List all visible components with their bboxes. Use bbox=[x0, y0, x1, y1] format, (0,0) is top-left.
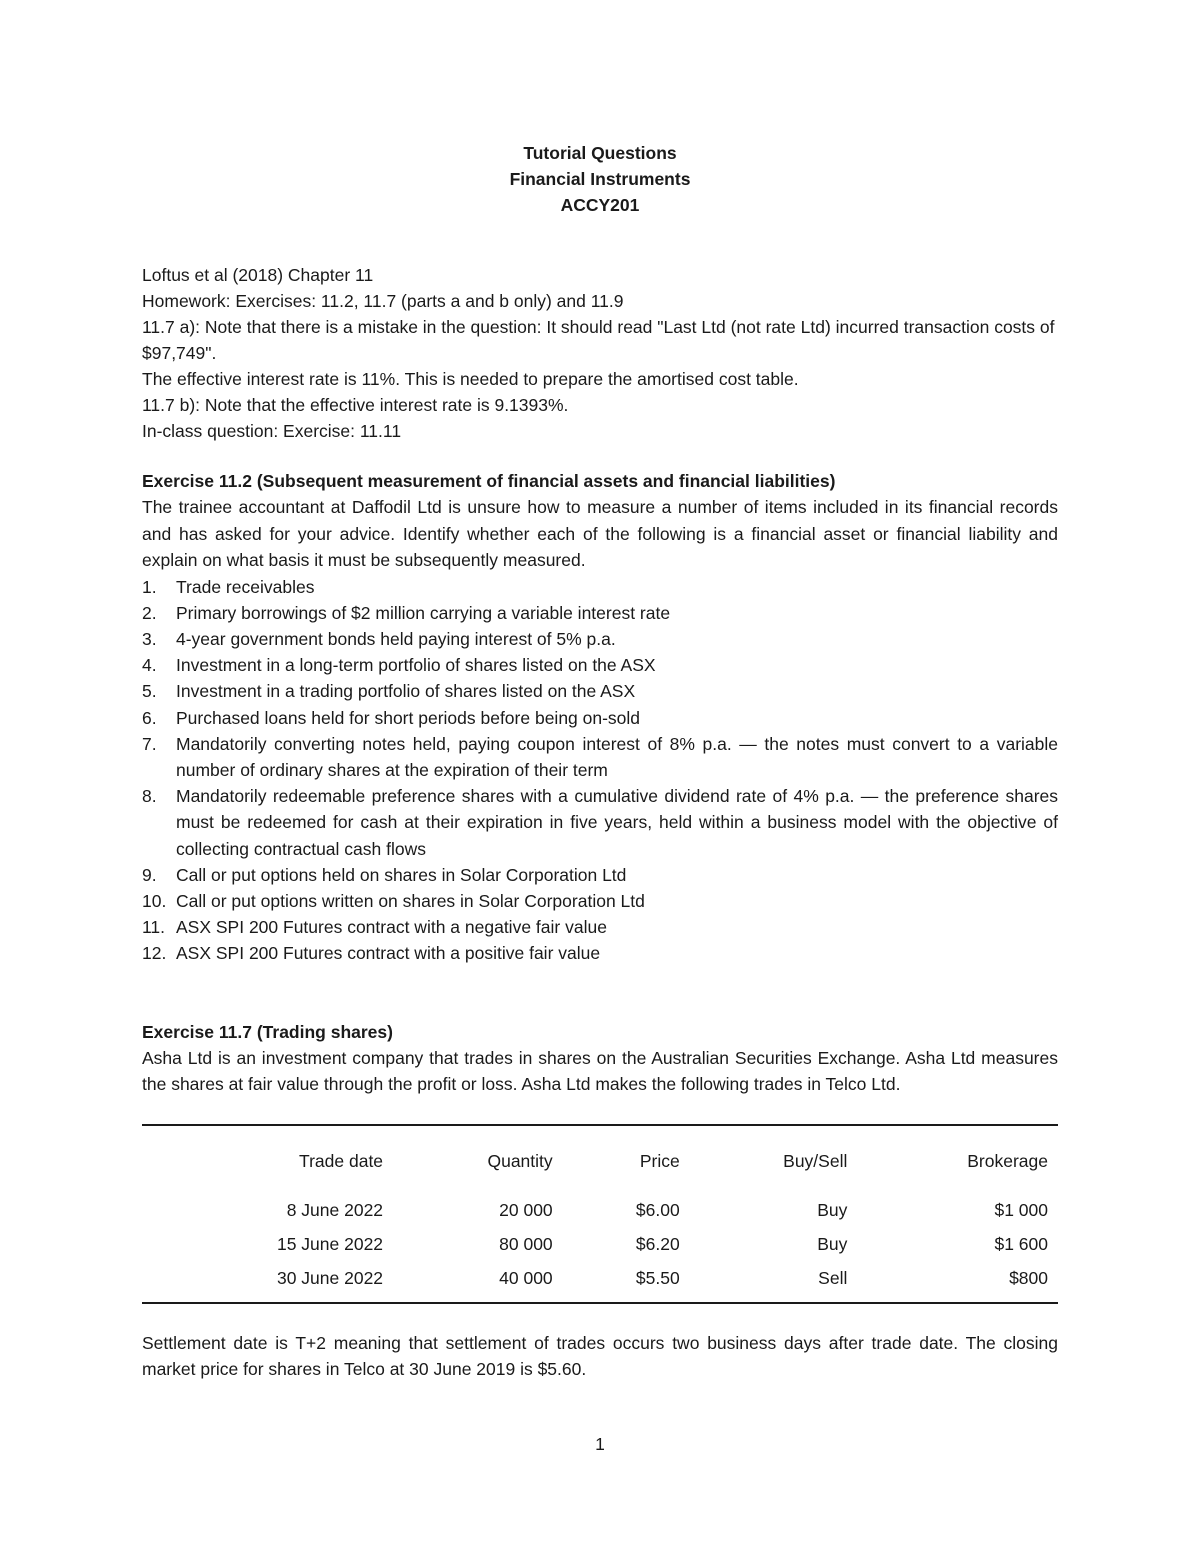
item-text: Trade receivables bbox=[176, 576, 315, 597]
section-spacer bbox=[142, 967, 1058, 1019]
item-text: Investment in a trading portfolio of shares listed on the ASX bbox=[176, 681, 636, 702]
item-list bbox=[142, 574, 1058, 967]
table-cell: $1 000 bbox=[994, 1200, 1048, 1221]
intro-line: Loftus et al (2018) Chapter 11 bbox=[142, 265, 374, 285]
exercise-body: Asha Ltd is an investment company that trades in shares on the Australian Securities Exchange. Asha Ltd measures the shares at fair value through the profit or loss. Asha Ltd makes the following trades in Telco Ltd. bbox=[142, 1047, 1058, 1095]
table-cell: $1 600 bbox=[994, 1234, 1048, 1255]
column-header-price: Price bbox=[639, 1151, 680, 1172]
list-item bbox=[142, 574, 1058, 600]
item-number: 11. bbox=[142, 917, 166, 938]
page-number: 1 bbox=[595, 1434, 605, 1454]
table-row bbox=[142, 1262, 1058, 1303]
table-cell: $800 bbox=[1009, 1268, 1048, 1289]
title-block bbox=[142, 140, 1058, 218]
intro-line: The effective interest rate is 11%. This is needed to prepare the amortised cost table. bbox=[142, 369, 799, 389]
document-subtitle: Financial Instruments bbox=[509, 169, 691, 189]
item-text: Call or put options written on shares in Solar Corporation Ltd bbox=[176, 890, 645, 911]
item-number: 9. bbox=[142, 864, 157, 885]
list-item bbox=[142, 940, 1058, 966]
intro-line: Homework: Exercises: 11.2, 11.7 (parts a and b only) and 11.9 bbox=[142, 291, 624, 311]
item-text: Primary borrowings of $2 million carrying a variable interest rate bbox=[176, 602, 671, 623]
settlement-note: Settlement date is T+2 meaning that settlement of trades occurs two business days after trade date. The closing market price for shares in Telco at 30 June 2019 is $5.60. bbox=[142, 1332, 1058, 1380]
trades-table bbox=[142, 1124, 1058, 1304]
table-row bbox=[142, 1228, 1058, 1262]
item-text: ASX SPI 200 Futures contract with a negative fair value bbox=[176, 917, 607, 938]
table-cell: Sell bbox=[818, 1268, 848, 1289]
table-cell: $6.00 bbox=[635, 1200, 680, 1221]
course-code: ACCY201 bbox=[560, 195, 640, 215]
column-header-quantity: Quantity bbox=[487, 1151, 553, 1172]
list-item bbox=[142, 626, 1058, 652]
item-text: Call or put options held on shares in Solar Corporation Ltd bbox=[176, 864, 627, 885]
item-number: 2. bbox=[142, 602, 157, 623]
table-cell: 20 000 bbox=[499, 1200, 553, 1221]
item-number: 5. bbox=[142, 681, 157, 702]
intro-line: 11.7 a): Note that there is a mistake in the question: It should read "Last Ltd (not rate Ltd) incurred transaction costs of $97,749". bbox=[142, 317, 1055, 363]
table-cell: Buy bbox=[817, 1234, 848, 1255]
list-item bbox=[142, 783, 1058, 862]
table-cell: 30 June 2022 bbox=[276, 1268, 384, 1289]
item-number: 10. bbox=[142, 890, 167, 911]
table-cell: $5.50 bbox=[635, 1268, 680, 1289]
document-page bbox=[142, 140, 1058, 1383]
item-number: 7. bbox=[142, 733, 157, 754]
item-text: Mandatorily redeemable preference shares with a cumulative dividend rate of 4% p.a. — the preference shares must be redeemed for cash at their expiration in five years, held within a business model with the objective of collecting contractual cash flows bbox=[176, 786, 1058, 859]
exercise-heading: Exercise 11.2 (Subsequent measurement of financial assets and financial liabilities) bbox=[142, 471, 836, 491]
list-item bbox=[142, 678, 1058, 704]
intro-line: In-class question: Exercise: 11.11 bbox=[142, 421, 402, 441]
table-cell: 8 June 2022 bbox=[286, 1200, 384, 1221]
item-number: 1. bbox=[142, 576, 157, 597]
list-item bbox=[142, 652, 1058, 678]
exercise-11-2 bbox=[142, 468, 1058, 967]
table-cell: Buy bbox=[817, 1200, 848, 1221]
table-row bbox=[142, 1188, 1058, 1228]
table-cell: 40 000 bbox=[499, 1268, 553, 1289]
list-item bbox=[142, 914, 1058, 940]
list-item bbox=[142, 888, 1058, 914]
item-text: Purchased loans held for short periods before being on-sold bbox=[176, 707, 641, 728]
table-cell: 80 000 bbox=[499, 1234, 553, 1255]
table-cell: 15 June 2022 bbox=[276, 1234, 384, 1255]
item-text: Mandatorily converting notes held, paying coupon interest of 8% p.a. — the notes must convert to a variable number of ordinary shares at the expiration of their term bbox=[176, 733, 1058, 780]
item-number: 12. bbox=[142, 943, 167, 964]
item-number: 6. bbox=[142, 707, 157, 728]
list-item bbox=[142, 600, 1058, 626]
list-item bbox=[142, 705, 1058, 731]
list-item bbox=[142, 731, 1058, 783]
document-title: Tutorial Questions bbox=[523, 143, 677, 163]
column-header-trade-date: Trade date bbox=[299, 1151, 384, 1172]
item-text: ASX SPI 200 Futures contract with a positive fair value bbox=[176, 943, 601, 964]
item-text: Investment in a long-term portfolio of shares listed on the ASX bbox=[176, 655, 656, 676]
item-number: 8. bbox=[142, 786, 157, 807]
column-header-buy-sell: Buy/Sell bbox=[783, 1151, 848, 1172]
intro-line: 11.7 b): Note that the effective interest rate is 9.1393%. bbox=[142, 395, 569, 415]
item-text: 4-year government bonds held paying interest of 5% p.a. bbox=[176, 628, 616, 649]
item-number: 3. bbox=[142, 628, 157, 649]
table-cell: $6.20 bbox=[635, 1234, 680, 1255]
table-header-row bbox=[142, 1125, 1058, 1188]
list-item bbox=[142, 862, 1058, 888]
column-header-brokerage: Brokerage bbox=[967, 1151, 1048, 1172]
intro-section bbox=[142, 262, 1058, 444]
item-number: 4. bbox=[142, 655, 157, 676]
exercise-body: The trainee accountant at Daffodil Ltd is unsure how to measure a number of items included in its financial records and has asked for your advice. Identify whether each of the following is a financial asset or financial liability and explain on what basis it must be subsequently measured. bbox=[142, 497, 1058, 570]
exercise-heading: Exercise 11.7 (Trading shares) bbox=[142, 1021, 393, 1042]
exercise-11-7 bbox=[142, 1019, 1058, 1383]
